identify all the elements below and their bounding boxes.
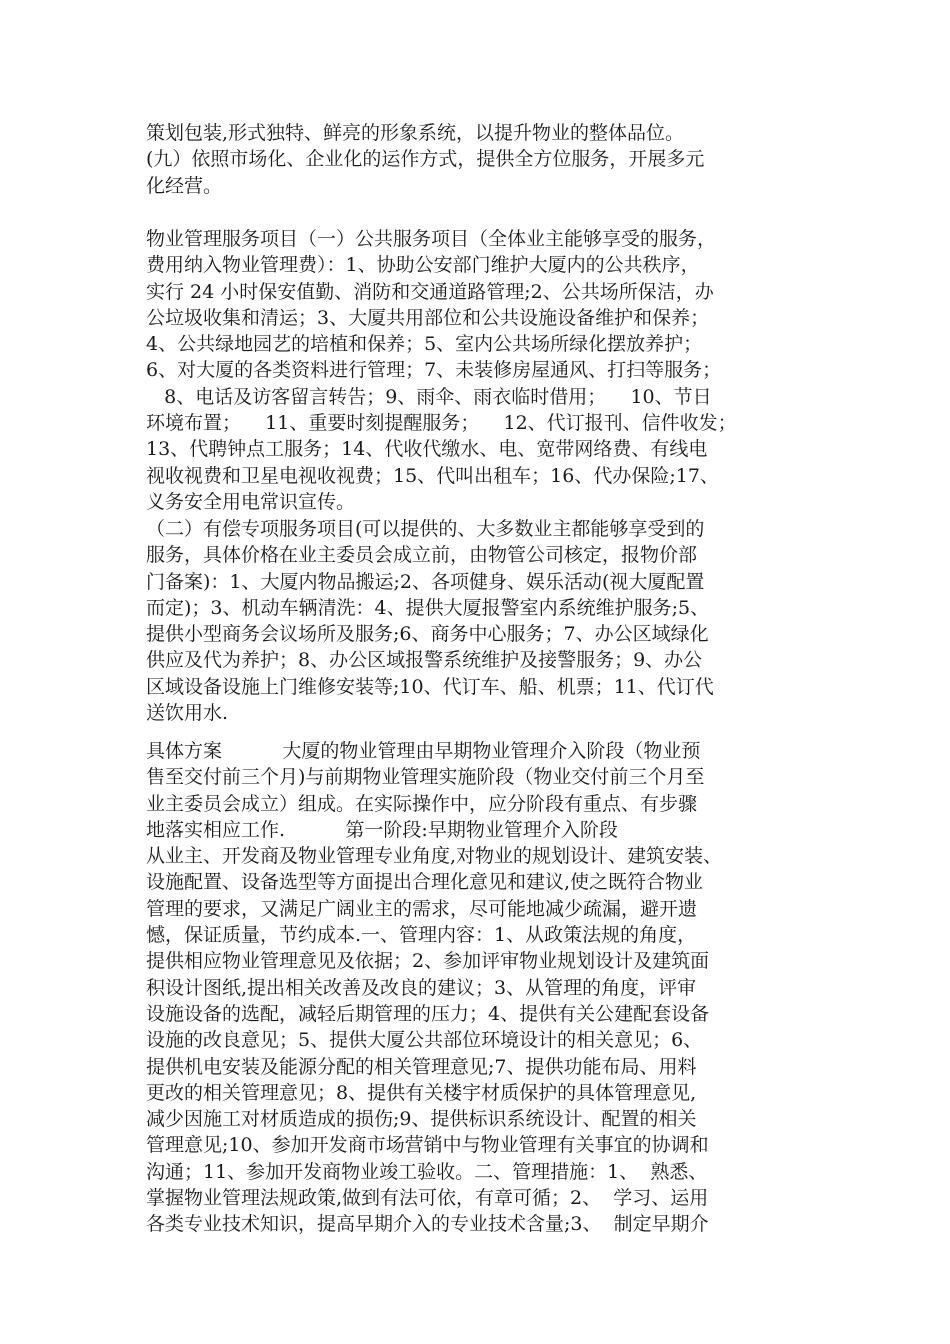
text-line: 费用纳入物业管理费）：1、协助公安部门维护大厦内的公共秩序， [146,254,700,277]
text-line: 义务安全用电常识宣传。 [146,490,356,513]
text-line: 6、对大厦的各类资料进行管理；7、未装修房屋通风、打扫等服务； [146,359,722,382]
text-line: 送饮用水. [146,702,229,725]
paragraph-implementation-plan [146,738,826,1238]
text-line: 区域设备设施上门维修安装等;10、代订车、船、机票；11、代订代 [146,675,714,698]
text-line: 门备案)：1、大厦内物品搬运;2、各项健身、娱乐活动(视大厦配置 [146,570,705,593]
text-line: 13、代聘钟点工服务；14、代收代缴水、电、宽带网络费、有线电 [146,438,708,461]
text-line: （二）有偿专项服务项目(可以提供的、大多数业主都能够享受到的 [146,518,705,540]
text-line: 环境布置； 11、重要时刻提醒服务； 12、代订报刊、信件收发； [146,412,737,435]
text-line: 8、电话及访客留言转告；9、雨伞、雨衣临时借用； 10、节日 [146,385,712,408]
paragraph-public-services [146,226,826,515]
text-line: 策划包装,形式独特、鲜亮的形象系统，以提升物业的整体品位。 [146,122,685,144]
text-line: 公垃圾收集和清运；3、大厦共用部位和公共设施设备维护和保养； [146,306,710,329]
text-line: 物业管理服务项目（一）公共服务项目（全体业主能够享受的服务， [146,228,717,250]
text-line: 设施配置、设备选型等方面提出合理化意见和建议,使之既符合物业 [146,871,704,894]
text-line: 更改的相关管理意见；8、提供有关楼宇材质保护的具体管理意见, [146,1081,697,1104]
text-line: 供应及代为养护；8、办公区域报警系统维护及接警服务；9、办公 [146,649,703,672]
text-line: 从业主、开发商及物业管理专业角度,对物业的规划设计、建筑安装、 [146,845,723,868]
text-line: 管理的要求，又满足广阔业主的需求，尽可能地减少疏漏，避开遗 [146,897,698,920]
text-line: 积设计图纸,提出相关改善及改良的建议；3、从管理的角度，评审 [146,976,697,999]
text-line: 化经营。 [146,174,223,197]
text-line: 业主委员会成立）组成。在实际操作中，应分阶段有重点、有步骤 [146,792,698,815]
text-line: 4、公共绿地园艺的培植和保养；5、室内公共场所绿化摆放养护； [146,333,703,356]
text-line: 提供机电安装及能源分配的相关管理意见;7、提供功能布局、用料 [146,1055,697,1078]
text-line: 设施设备的选配，减轻后期管理的压力；4、提供有关公建配套设备 [146,1002,710,1025]
text-line: 售至交付前三个月)与前期物业管理实施阶段（物业交付前三个月至 [146,766,705,789]
text-line: 提供相应物业管理意见及依据；2、参加评审物业规划设计及建筑面 [146,950,710,973]
text-line: 设施的改良意见；5、提供大厦公共部位环境设计的相关意见；6、 [146,1029,703,1052]
text-line: 各类专业技术知识，提高早期介入的专业技术含量;3、 制定早期介 [146,1213,709,1236]
text-line: (九）依照市场化、企业化的运作方式，提供全方位服务，开展多元 [146,148,705,171]
text-line: 具体方案 大厦的物业管理由早期物业管理介入阶段（物业预 [146,740,701,762]
text-line: 服务，具体价格在业主委员会成立前，由物管公司核定，报物价部 [146,544,698,567]
text-line: 提供小型商务会议场所及服务;6、商务中心服务；7、办公区域绿化 [146,623,709,646]
text-line: 管理意见;10、参加开发商市场营销中与物业管理有关事宜的协调和 [146,1134,709,1157]
text-line: 而定)；3、机动车辆清洗：4、提供大厦报警室内系统维护服务;5、 [146,596,710,619]
paragraph-brand-and-operation [146,120,826,199]
text-line: 实行 24 小时保安值勤、消防和交通道路管理;2、公共场所保洁，办 [146,280,714,303]
text-line: 地落实相应工作. 第一阶段:早期物业管理介入阶段 [146,818,618,841]
text-line: 减少因施工对材质造成的损伤;9、提供标识系统设计、配置的相关 [146,1108,697,1131]
text-line: 沟通；11、参加开发商物业竣工验收。二、管理措施：1、 熟悉、 [146,1160,708,1183]
text-line: 憾，保证质量，节约成本.一、管理内容：1、从政策法规的角度， [146,924,697,947]
paragraph-paid-services [146,516,826,726]
text-line: 视收视费和卫星电视收视费；15、代叫出租车；16、代办保险;17、 [146,464,719,487]
text-line: 掌握物业管理法规政策,做到有法可依，有章可循；2、 学习、运用 [146,1187,709,1210]
